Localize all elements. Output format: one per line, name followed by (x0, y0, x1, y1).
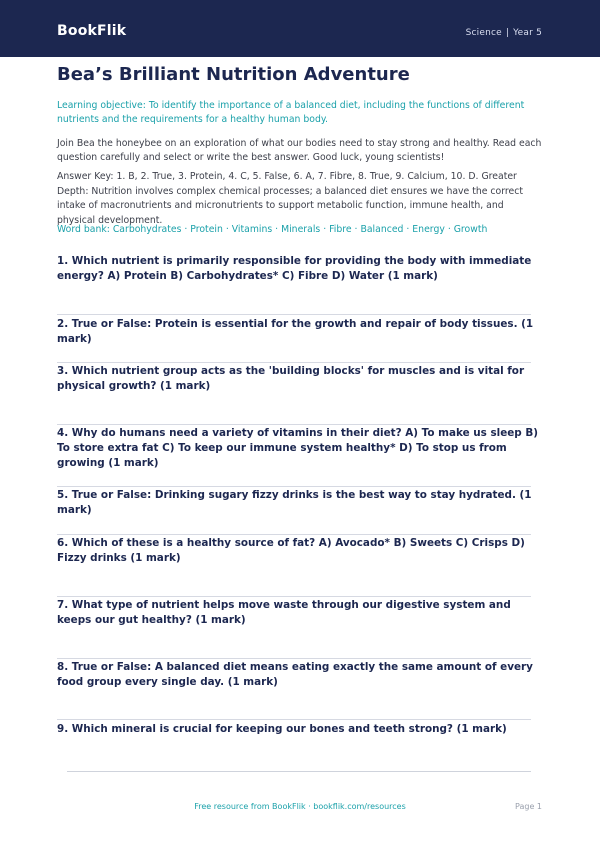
subject-year-label (466, 28, 542, 38)
question-5: 5. True or False: Drinking sugary fizzy drinks is the best way to stay hydrated. (1 mark) (57, 489, 532, 516)
answer-line-4[interactable] (57, 486, 531, 487)
answer-line-1[interactable] (57, 314, 531, 315)
learning-objective: Learning objective: To identify the importance of a balanced diet, including the functions of different nutrients and the requirements for a healthy human body. (57, 100, 525, 125)
brand-logo-text[interactable]: BookFlik (57, 23, 127, 39)
question-2: 2. True or False: Protein is essential for the growth and repair of body tissues. (1 mark) (57, 318, 534, 345)
year-label: Year 5 (513, 28, 542, 38)
question-6: 6. Which of these is a healthy source of fat? A) Avocado* B) Sweets C) Crisps D) Fizzy drinks (1 mark) (57, 537, 525, 564)
answer-line-7[interactable] (57, 658, 531, 659)
question-3: 3. Which nutrient group acts as the 'building blocks' for muscles and is vital for physical growth? (1 mark) (57, 365, 525, 392)
intro-paragraph: Join Bea the honeybee on an exploration of what our bodies need to stay strong and healthy. Read each question carefully and select or write the best answer. Good luck, young scientists! (57, 138, 542, 163)
subject-label: Science (465, 28, 502, 38)
answer-line-2[interactable] (57, 362, 531, 363)
answer-line-8[interactable] (57, 719, 531, 720)
header-bar (0, 0, 600, 57)
question-4: 4. Why do humans need a variety of vitamins in their diet? A) To make us sleep B) To store extra fat C) To keep our immune system healthy* D) To stop us from growing (1 mark) (57, 427, 539, 469)
word-bank: Word bank: Carbohydrates · Protein · Vitamins · Minerals · Fibre · Balanced · Energy · Growth (57, 224, 488, 235)
question-1: 1. Which nutrient is primarily responsible for providing the body with immediate energy? A) Protein B) Carbohydrates* C) Fibre D) Water (1 mark) (57, 255, 532, 282)
page-title: Bea’s Brilliant Nutrition Adventure (57, 64, 410, 85)
question-9: 9. Which mineral is crucial for keeping our bones and teeth strong? (1 mark) (57, 723, 507, 735)
answer-line-6[interactable] (57, 596, 531, 597)
answer-key: Answer Key: 1. B, 2. True, 3. Protein, 4. C, 5. False, 6. A, 7. Fibre, 8. True, 9. Calcium, 10. D. Greater Depth: Nutrition involves complex chemical processes; a balanced diet ensures we have the correct intake of macronutrients and micronutrients to support metabolic function, immune health, and physical development. (57, 171, 523, 226)
meta-separator: | (505, 28, 510, 38)
question-7: 7. What type of nutrient helps move waste through our digestive system and keeps our gut healthy? (1 mark) (57, 599, 511, 626)
answer-line-3[interactable] (57, 424, 531, 425)
answer-line-5[interactable] (57, 534, 531, 535)
question-8: 8. True or False: A balanced diet means eating exactly the same amount of every food group every single day. (1 mark) (57, 661, 533, 688)
footer-credit-link[interactable]: Free resource from BookFlik · bookflik.com/resources (194, 802, 406, 811)
footer-divider (67, 771, 531, 772)
page-number: Page 1 (515, 802, 542, 811)
